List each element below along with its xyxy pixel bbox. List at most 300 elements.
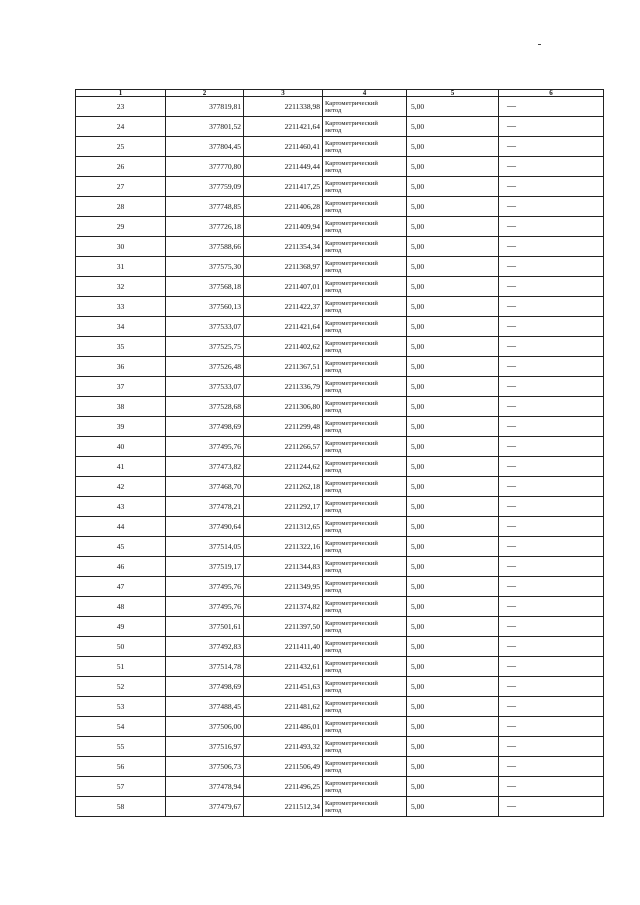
method-text-line: Картометрический bbox=[325, 379, 378, 387]
x-coordinate-cell: 377468,70 bbox=[166, 477, 244, 497]
header-col-1: 1 bbox=[76, 90, 166, 97]
x-coordinate-cell: 377726,18 bbox=[166, 217, 244, 237]
y-coordinate-cell: 2211512,34 bbox=[244, 797, 323, 817]
x-coordinate-cell: 377568,18 bbox=[166, 277, 244, 297]
method-cell bbox=[323, 597, 407, 617]
accuracy-cell: 5,00 bbox=[407, 497, 499, 517]
header-row bbox=[76, 90, 604, 97]
method-cell bbox=[323, 117, 407, 137]
y-coordinate-cell: 2211266,57 bbox=[244, 437, 323, 457]
x-coordinate-cell: 377528,68 bbox=[166, 397, 244, 417]
method-text-line: метод bbox=[325, 126, 342, 134]
accuracy-cell: 5,00 bbox=[407, 777, 499, 797]
table-row bbox=[76, 717, 604, 737]
point-number-cell: 45 bbox=[76, 537, 166, 557]
y-coordinate-cell: 2211496,25 bbox=[244, 777, 323, 797]
table-row bbox=[76, 337, 604, 357]
accuracy-cell: 5,00 bbox=[407, 537, 499, 557]
method-cell bbox=[323, 377, 407, 397]
method-cell bbox=[323, 617, 407, 637]
method-text-line: метод bbox=[325, 526, 342, 534]
accuracy-cell: 5,00 bbox=[407, 697, 499, 717]
x-coordinate-cell: 377478,21 bbox=[166, 497, 244, 517]
table-row bbox=[76, 557, 604, 577]
method-text-line: Картометрический bbox=[325, 599, 378, 607]
accuracy-cell: 5,00 bbox=[407, 197, 499, 217]
method-text-line: Картометрический bbox=[325, 639, 378, 647]
y-coordinate-cell: 2211354,34 bbox=[244, 237, 323, 257]
method-text-line: метод bbox=[325, 226, 342, 234]
table-row bbox=[76, 437, 604, 457]
note-cell: — bbox=[499, 617, 604, 637]
method-cell bbox=[323, 357, 407, 377]
method-cell bbox=[323, 757, 407, 777]
note-cell: — bbox=[499, 277, 604, 297]
y-coordinate-cell: 2211374,82 bbox=[244, 597, 323, 617]
table-row bbox=[76, 97, 604, 117]
point-number-cell: 54 bbox=[76, 717, 166, 737]
method-cell bbox=[323, 577, 407, 597]
method-text-line: Картометрический bbox=[325, 199, 378, 207]
note-cell: — bbox=[499, 177, 604, 197]
method-cell bbox=[323, 717, 407, 737]
table-row bbox=[76, 657, 604, 677]
x-coordinate-cell: 377533,07 bbox=[166, 377, 244, 397]
y-coordinate-cell: 2211422,37 bbox=[244, 297, 323, 317]
method-text-line: Картометрический bbox=[325, 179, 378, 187]
method-cell bbox=[323, 197, 407, 217]
method-text-line: метод bbox=[325, 386, 342, 394]
x-coordinate-cell: 377495,76 bbox=[166, 597, 244, 617]
note-cell: — bbox=[499, 477, 604, 497]
point-number-cell: 49 bbox=[76, 617, 166, 637]
table-row bbox=[76, 237, 604, 257]
table-row bbox=[76, 777, 604, 797]
note-cell: — bbox=[499, 557, 604, 577]
point-number-cell: 55 bbox=[76, 737, 166, 757]
table-row bbox=[76, 517, 604, 537]
y-coordinate-cell: 2211306,80 bbox=[244, 397, 323, 417]
point-number-cell: 36 bbox=[76, 357, 166, 377]
table-row bbox=[76, 117, 604, 137]
point-number-cell: 41 bbox=[76, 457, 166, 477]
method-text-line: Картометрический bbox=[325, 439, 378, 447]
y-coordinate-cell: 2211368,97 bbox=[244, 257, 323, 277]
method-cell bbox=[323, 217, 407, 237]
method-text-line: метод bbox=[325, 786, 342, 794]
method-text-line: метод bbox=[325, 726, 342, 734]
method-cell bbox=[323, 677, 407, 697]
point-number-cell: 24 bbox=[76, 117, 166, 137]
method-text-line: Картометрический bbox=[325, 499, 378, 507]
y-coordinate-cell: 2211344,83 bbox=[244, 557, 323, 577]
method-text-line: Картометрический bbox=[325, 299, 378, 307]
method-text-line: Картометрический bbox=[325, 259, 378, 267]
accuracy-cell: 5,00 bbox=[407, 577, 499, 597]
table-row bbox=[76, 417, 604, 437]
method-text-line: метод bbox=[325, 606, 342, 614]
note-cell: — bbox=[499, 597, 604, 617]
table-row bbox=[76, 577, 604, 597]
method-cell bbox=[323, 797, 407, 817]
method-text-line: метод bbox=[325, 706, 342, 714]
method-text-line: метод bbox=[325, 466, 342, 474]
point-number-cell: 50 bbox=[76, 637, 166, 657]
x-coordinate-cell: 377473,82 bbox=[166, 457, 244, 477]
scan-mark bbox=[538, 44, 541, 45]
method-text-line: метод bbox=[325, 806, 342, 814]
method-cell bbox=[323, 737, 407, 757]
method-cell bbox=[323, 137, 407, 157]
x-coordinate-cell: 377748,85 bbox=[166, 197, 244, 217]
note-cell: — bbox=[499, 577, 604, 597]
method-cell bbox=[323, 497, 407, 517]
table-row bbox=[76, 597, 604, 617]
method-cell bbox=[323, 657, 407, 677]
x-coordinate-cell: 377560,13 bbox=[166, 297, 244, 317]
x-coordinate-cell: 377819,81 bbox=[166, 97, 244, 117]
method-cell bbox=[323, 697, 407, 717]
accuracy-cell: 5,00 bbox=[407, 597, 499, 617]
accuracy-cell: 5,00 bbox=[407, 717, 499, 737]
note-cell: — bbox=[499, 317, 604, 337]
method-cell bbox=[323, 517, 407, 537]
y-coordinate-cell: 2211397,50 bbox=[244, 617, 323, 637]
point-number-cell: 30 bbox=[76, 237, 166, 257]
note-cell: — bbox=[499, 377, 604, 397]
accuracy-cell: 5,00 bbox=[407, 737, 499, 757]
accuracy-cell: 5,00 bbox=[407, 617, 499, 637]
table-row bbox=[76, 197, 604, 217]
point-number-cell: 43 bbox=[76, 497, 166, 517]
point-number-cell: 42 bbox=[76, 477, 166, 497]
method-text-line: метод bbox=[325, 426, 342, 434]
table-row bbox=[76, 177, 604, 197]
note-cell: — bbox=[499, 797, 604, 817]
point-number-cell: 48 bbox=[76, 597, 166, 617]
y-coordinate-cell: 2211449,44 bbox=[244, 157, 323, 177]
x-coordinate-cell: 377770,80 bbox=[166, 157, 244, 177]
table-row bbox=[76, 677, 604, 697]
x-coordinate-cell: 377488,45 bbox=[166, 697, 244, 717]
method-text-line: Картометрический bbox=[325, 619, 378, 627]
y-coordinate-cell: 2211367,51 bbox=[244, 357, 323, 377]
note-cell: — bbox=[499, 537, 604, 557]
method-cell bbox=[323, 277, 407, 297]
x-coordinate-cell: 377490,64 bbox=[166, 517, 244, 537]
method-text-line: метод bbox=[325, 506, 342, 514]
method-text-line: Картометрический bbox=[325, 699, 378, 707]
method-text-line: метод bbox=[325, 346, 342, 354]
y-coordinate-cell: 2211402,62 bbox=[244, 337, 323, 357]
y-coordinate-cell: 2211432,61 bbox=[244, 657, 323, 677]
table-row bbox=[76, 217, 604, 237]
method-text-line: метод bbox=[325, 666, 342, 674]
y-coordinate-cell: 2211421,64 bbox=[244, 317, 323, 337]
point-number-cell: 23 bbox=[76, 97, 166, 117]
y-coordinate-cell: 2211451,63 bbox=[244, 677, 323, 697]
x-coordinate-cell: 377804,45 bbox=[166, 137, 244, 157]
table-row bbox=[76, 477, 604, 497]
table-row bbox=[76, 297, 604, 317]
y-coordinate-cell: 2211312,65 bbox=[244, 517, 323, 537]
accuracy-cell: 5,00 bbox=[407, 277, 499, 297]
note-cell: — bbox=[499, 357, 604, 377]
note-cell: — bbox=[499, 257, 604, 277]
method-text-line: Картометрический bbox=[325, 159, 378, 167]
note-cell: — bbox=[499, 237, 604, 257]
method-text-line: Картометрический bbox=[325, 399, 378, 407]
note-cell: — bbox=[499, 337, 604, 357]
method-text-line: метод bbox=[325, 486, 342, 494]
point-number-cell: 56 bbox=[76, 757, 166, 777]
note-cell: — bbox=[499, 637, 604, 657]
point-number-cell: 51 bbox=[76, 657, 166, 677]
accuracy-cell: 5,00 bbox=[407, 637, 499, 657]
method-text-line: метод bbox=[325, 286, 342, 294]
point-number-cell: 40 bbox=[76, 437, 166, 457]
table-row bbox=[76, 797, 604, 817]
table-header bbox=[76, 90, 604, 97]
method-text-line: Картометрический bbox=[325, 219, 378, 227]
x-coordinate-cell: 377492,83 bbox=[166, 637, 244, 657]
x-coordinate-cell: 377495,76 bbox=[166, 437, 244, 457]
table-row bbox=[76, 697, 604, 717]
table-row bbox=[76, 537, 604, 557]
method-text-line: метод bbox=[325, 766, 342, 774]
table-row bbox=[76, 157, 604, 177]
table-row bbox=[76, 357, 604, 377]
point-number-cell: 57 bbox=[76, 777, 166, 797]
x-coordinate-cell: 377498,69 bbox=[166, 417, 244, 437]
method-text-line: метод bbox=[325, 306, 342, 314]
method-cell bbox=[323, 177, 407, 197]
method-text-line: Картометрический bbox=[325, 739, 378, 747]
y-coordinate-cell: 2211481,62 bbox=[244, 697, 323, 717]
note-cell: — bbox=[499, 397, 604, 417]
header-col-5: 5 bbox=[407, 90, 499, 97]
method-cell bbox=[323, 777, 407, 797]
method-text-line: метод bbox=[325, 266, 342, 274]
method-text-line: метод bbox=[325, 546, 342, 554]
y-coordinate-cell: 2211244,62 bbox=[244, 457, 323, 477]
y-coordinate-cell: 2211299,48 bbox=[244, 417, 323, 437]
method-text-line: метод bbox=[325, 446, 342, 454]
y-coordinate-cell: 2211506,49 bbox=[244, 757, 323, 777]
method-text-line: метод bbox=[325, 326, 342, 334]
y-coordinate-cell: 2211322,16 bbox=[244, 537, 323, 557]
method-text-line: метод bbox=[325, 586, 342, 594]
method-text-line: метод bbox=[325, 646, 342, 654]
method-text-line: Картометрический bbox=[325, 759, 378, 767]
point-number-cell: 52 bbox=[76, 677, 166, 697]
point-number-cell: 58 bbox=[76, 797, 166, 817]
accuracy-cell: 5,00 bbox=[407, 257, 499, 277]
point-number-cell: 35 bbox=[76, 337, 166, 357]
method-cell bbox=[323, 297, 407, 317]
method-text-line: Картометрический bbox=[325, 99, 378, 107]
point-number-cell: 44 bbox=[76, 517, 166, 537]
method-cell bbox=[323, 337, 407, 357]
x-coordinate-cell: 377478,94 bbox=[166, 777, 244, 797]
method-cell bbox=[323, 477, 407, 497]
method-text-line: Картометрический bbox=[325, 459, 378, 467]
x-coordinate-cell: 377506,00 bbox=[166, 717, 244, 737]
accuracy-cell: 5,00 bbox=[407, 677, 499, 697]
header-col-6: 6 bbox=[499, 90, 604, 97]
method-text-line: метод bbox=[325, 166, 342, 174]
x-coordinate-cell: 377498,69 bbox=[166, 677, 244, 697]
coordinates-table bbox=[75, 89, 604, 817]
y-coordinate-cell: 2211292,17 bbox=[244, 497, 323, 517]
method-text-line: метод bbox=[325, 146, 342, 154]
y-coordinate-cell: 2211336,79 bbox=[244, 377, 323, 397]
x-coordinate-cell: 377479,67 bbox=[166, 797, 244, 817]
method-text-line: Картометрический bbox=[325, 319, 378, 327]
y-coordinate-cell: 2211349,95 bbox=[244, 577, 323, 597]
method-text-line: Картометрический bbox=[325, 559, 378, 567]
accuracy-cell: 5,00 bbox=[407, 657, 499, 677]
accuracy-cell: 5,00 bbox=[407, 157, 499, 177]
point-number-cell: 39 bbox=[76, 417, 166, 437]
y-coordinate-cell: 2211407,01 bbox=[244, 277, 323, 297]
x-coordinate-cell: 377759,09 bbox=[166, 177, 244, 197]
method-text-line: метод bbox=[325, 366, 342, 374]
point-number-cell: 38 bbox=[76, 397, 166, 417]
note-cell: — bbox=[499, 97, 604, 117]
accuracy-cell: 5,00 bbox=[407, 317, 499, 337]
method-cell bbox=[323, 317, 407, 337]
method-cell bbox=[323, 97, 407, 117]
accuracy-cell: 5,00 bbox=[407, 297, 499, 317]
point-number-cell: 33 bbox=[76, 297, 166, 317]
y-coordinate-cell: 2211338,98 bbox=[244, 97, 323, 117]
accuracy-cell: 5,00 bbox=[407, 117, 499, 137]
x-coordinate-cell: 377519,17 bbox=[166, 557, 244, 577]
method-text-line: Картометрический bbox=[325, 359, 378, 367]
method-text-line: Картометрический bbox=[325, 539, 378, 547]
table-row bbox=[76, 457, 604, 477]
x-coordinate-cell: 377501,61 bbox=[166, 617, 244, 637]
note-cell: — bbox=[499, 497, 604, 517]
method-text-line: метод bbox=[325, 206, 342, 214]
method-text-line: Картометрический bbox=[325, 519, 378, 527]
point-number-cell: 31 bbox=[76, 257, 166, 277]
note-cell: — bbox=[499, 437, 604, 457]
method-text-line: Картометрический bbox=[325, 419, 378, 427]
table-row bbox=[76, 617, 604, 637]
y-coordinate-cell: 2211486,01 bbox=[244, 717, 323, 737]
accuracy-cell: 5,00 bbox=[407, 797, 499, 817]
table-row bbox=[76, 637, 604, 657]
note-cell: — bbox=[499, 517, 604, 537]
table-row bbox=[76, 257, 604, 277]
method-cell bbox=[323, 157, 407, 177]
accuracy-cell: 5,00 bbox=[407, 357, 499, 377]
header-col-2: 2 bbox=[166, 90, 244, 97]
accuracy-cell: 5,00 bbox=[407, 477, 499, 497]
note-cell: — bbox=[499, 137, 604, 157]
table-row bbox=[76, 277, 604, 297]
method-text-line: Картометрический bbox=[325, 339, 378, 347]
note-cell: — bbox=[499, 297, 604, 317]
x-coordinate-cell: 377575,30 bbox=[166, 257, 244, 277]
method-text-line: Картометрический bbox=[325, 479, 378, 487]
x-coordinate-cell: 377514,78 bbox=[166, 657, 244, 677]
y-coordinate-cell: 2211417,25 bbox=[244, 177, 323, 197]
note-cell: — bbox=[499, 657, 604, 677]
method-text-line: Картометрический bbox=[325, 659, 378, 667]
y-coordinate-cell: 2211409,94 bbox=[244, 217, 323, 237]
point-number-cell: 25 bbox=[76, 137, 166, 157]
y-coordinate-cell: 2211460,41 bbox=[244, 137, 323, 157]
x-coordinate-cell: 377516,97 bbox=[166, 737, 244, 757]
method-text-line: Картометрический bbox=[325, 139, 378, 147]
table-row bbox=[76, 397, 604, 417]
note-cell: — bbox=[499, 757, 604, 777]
method-text-line: Картометрический bbox=[325, 279, 378, 287]
method-text-line: Картометрический bbox=[325, 239, 378, 247]
method-cell bbox=[323, 637, 407, 657]
note-cell: — bbox=[499, 777, 604, 797]
point-number-cell: 26 bbox=[76, 157, 166, 177]
x-coordinate-cell: 377525,75 bbox=[166, 337, 244, 357]
accuracy-cell: 5,00 bbox=[407, 437, 499, 457]
accuracy-cell: 5,00 bbox=[407, 377, 499, 397]
note-cell: — bbox=[499, 677, 604, 697]
point-number-cell: 29 bbox=[76, 217, 166, 237]
table-body bbox=[76, 97, 604, 817]
method-text-line: метод bbox=[325, 566, 342, 574]
note-cell: — bbox=[499, 197, 604, 217]
x-coordinate-cell: 377533,07 bbox=[166, 317, 244, 337]
note-cell: — bbox=[499, 717, 604, 737]
point-number-cell: 32 bbox=[76, 277, 166, 297]
table-row bbox=[76, 497, 604, 517]
note-cell: — bbox=[499, 697, 604, 717]
table-row bbox=[76, 137, 604, 157]
method-text-line: метод bbox=[325, 406, 342, 414]
accuracy-cell: 5,00 bbox=[407, 557, 499, 577]
point-number-cell: 27 bbox=[76, 177, 166, 197]
note-cell: — bbox=[499, 157, 604, 177]
method-text-line: Картометрический bbox=[325, 679, 378, 687]
note-cell: — bbox=[499, 217, 604, 237]
header-col-3: 3 bbox=[244, 90, 323, 97]
method-cell bbox=[323, 537, 407, 557]
y-coordinate-cell: 2211411,40 bbox=[244, 637, 323, 657]
accuracy-cell: 5,00 bbox=[407, 237, 499, 257]
x-coordinate-cell: 377801,52 bbox=[166, 117, 244, 137]
note-cell: — bbox=[499, 417, 604, 437]
accuracy-cell: 5,00 bbox=[407, 217, 499, 237]
method-text-line: Картометрический bbox=[325, 119, 378, 127]
x-coordinate-cell: 377526,48 bbox=[166, 357, 244, 377]
method-text-line: метод bbox=[325, 746, 342, 754]
method-cell bbox=[323, 237, 407, 257]
method-cell bbox=[323, 417, 407, 437]
header-col-4: 4 bbox=[323, 90, 407, 97]
accuracy-cell: 5,00 bbox=[407, 337, 499, 357]
method-cell bbox=[323, 397, 407, 417]
x-coordinate-cell: 377588,66 bbox=[166, 237, 244, 257]
x-coordinate-cell: 377506,73 bbox=[166, 757, 244, 777]
x-coordinate-cell: 377495,76 bbox=[166, 577, 244, 597]
note-cell: — bbox=[499, 737, 604, 757]
accuracy-cell: 5,00 bbox=[407, 97, 499, 117]
note-cell: — bbox=[499, 117, 604, 137]
point-number-cell: 28 bbox=[76, 197, 166, 217]
